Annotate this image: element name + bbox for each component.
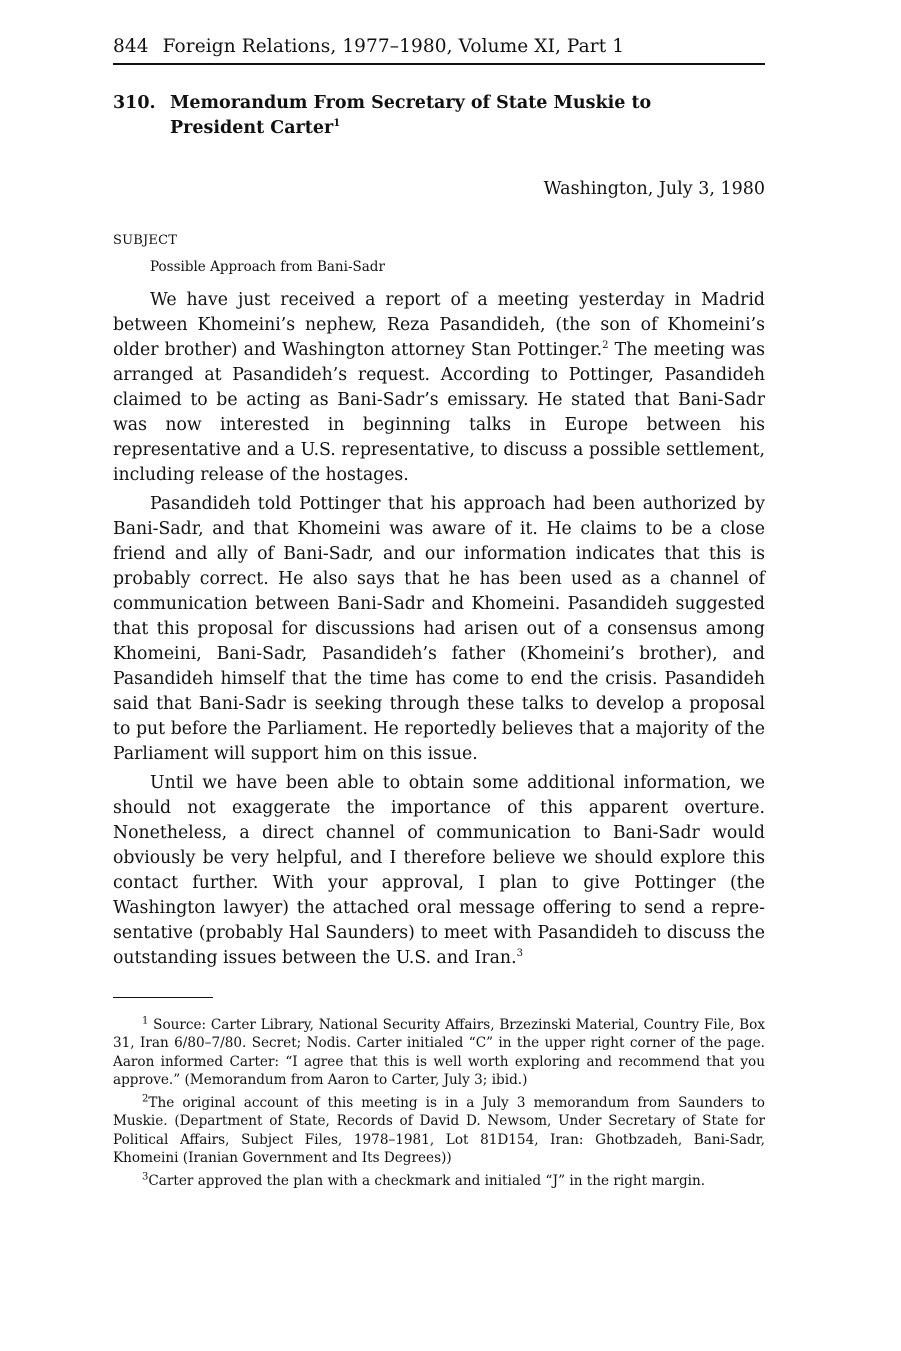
running-header [113, 36, 765, 65]
document-title-text [170, 91, 651, 141]
footnote-3-text: Carter approved the plan with a checkmark and initialed “J” in the right margin. [148, 1173, 706, 1190]
footnote-2 [113, 1094, 765, 1167]
page-number: 844 [113, 36, 149, 57]
footnote-1 [113, 1016, 765, 1089]
subject-label: SUBJECT [113, 233, 178, 248]
footnote-2-marker: 2 [142, 1093, 149, 1105]
title-line-1: Memorandum From Secretary of State Muskie to [170, 93, 652, 113]
footnote-ref-3[interactable]: 3 [516, 948, 523, 960]
paragraph-3 [113, 771, 765, 971]
paragraph-1 [113, 288, 765, 488]
document-title [113, 91, 765, 141]
document-page [113, 36, 765, 1196]
footnote-3 [113, 1172, 765, 1190]
series-title: Foreign Relations, 1977–1980, Volume XI, Part 1 [162, 36, 625, 57]
footnote-3-marker: 3 [142, 1171, 149, 1183]
footnote-divider [113, 997, 213, 998]
paragraph-1-text-b: The meeting was arranged at Pasandideh’s request. According to Pottinger, Pasandideh claimed to be acting as Bani-Sadr’s emissary. He stated that Bani-Sadr was now interested in beginning talks in Europe between his representative and a U.S. representative, to discuss a possible settlement, including release of the hostages. [113, 340, 765, 485]
paragraph-2: Pasandideh told Pottinger that his approach had been authorized by Bani-Sadr, and that Khomeini was aware of it. He claims to be a close friend and ally of Bani-Sadr, and our information indicates that this is probably correct. He also says that he has been used as a channel of communication between Bani-Sadr and Khomeini. Pasandideh suggested that this proposal for discussions had arisen out of a consensus among Khomeini, Bani-Sadr, Pasandideh’s father (Khomeini’s brother), and Pasandideh himself that the time has come to end the crisis. Pasandideh said that Bani-Sadr is seeking through these talks to develop a proposal to put before the Parliament. He reportedly believes that a majority of the Parliament will support him on this issue. [113, 494, 765, 764]
footnotes [113, 1016, 765, 1191]
dateline: Washington, July 3, 1980 [543, 179, 765, 199]
footnote-ref-1[interactable]: 1 [333, 118, 341, 130]
footnote-ref-2[interactable]: 2 [602, 340, 609, 352]
paragraph-1-text-a: We have just received a report of a meeting yesterday in Madrid between Khomeini’s nephew, Reza Pasandideh, (the son of Khomeini’s older brother) and Washington attorney Stan Pottinger. [113, 290, 765, 360]
memo-body [113, 288, 765, 971]
paragraph-3-text: Until we have been able to obtain some additional information, we should not exaggerate the importance of this apparent overture. Nonetheless, a direct channel of communication to Bani-Sadr would obviously be very helpful, and I therefore believe we should explore this contact further. With your approval, I plan to give Pottinger (the Washington lawyer) the attached oral message offering to send a representative (probably Hal Saunders) to meet with Pasandideh to discuss the outstanding issues between the U.S. and Iran. [113, 773, 765, 968]
footnote-2-text: The original account of this meeting is in a July 3 memorandum from Saunders to Muskie. (Department of State, Records of David D. Newsom, Under Secretary of State for Political Affairs, Subject Files, 1978–1981, Lot 81D154, Iran: Ghotbzadeh, Bani-Sadr, Khomeini (Iranian Government and Its Degrees)) [113, 1095, 765, 1167]
footnote-1-marker: 1 [142, 1015, 149, 1027]
subject-text: Possible Approach from Bani-Sadr [150, 259, 385, 275]
title-line-2: President Carter [170, 118, 334, 138]
document-number: 310. [113, 93, 156, 113]
footnote-1-text: Source: Carter Library, National Security Affairs, Brzezinski Material, Country File, Box 31, Iran 6/80–7/80. Secret; Nodis. Carter initialed “C” in the upper right corner of the page. Aaron informed Carter: “I agree that this is well worth exploring and recommend that you approve.” (Memorandum from Aaron to Carter, July 3; ibid.) [113, 1017, 766, 1088]
